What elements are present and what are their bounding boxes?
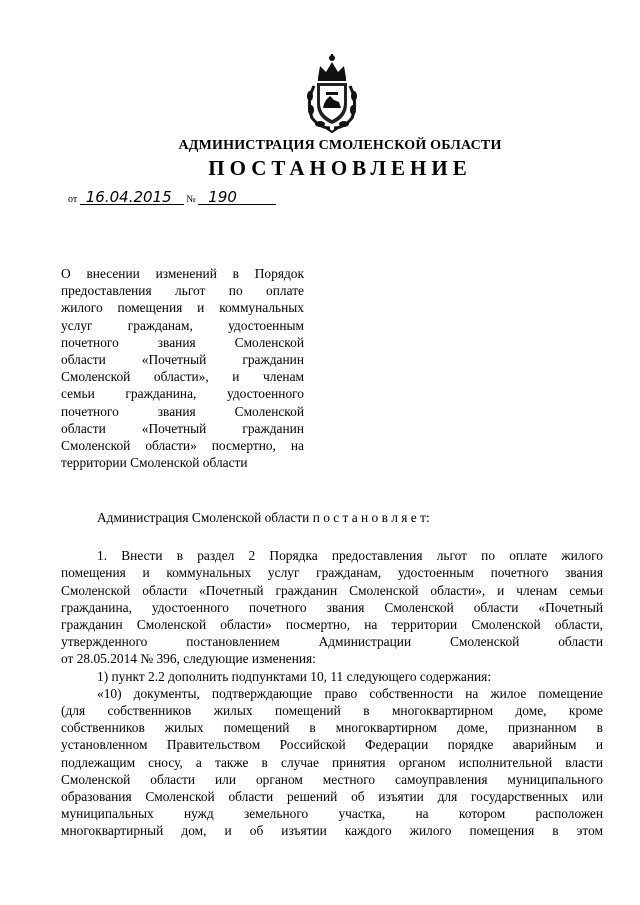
date-prefix: от [68, 194, 78, 205]
subject-line: области «Почетный гражданин [61, 420, 304, 436]
body-line: 1) пункт 2.2 дополнить подпунктами 10, 11 следующего содержания: [97, 668, 492, 684]
body-line: Смоленской области «Почетный гражданин Смоленской области», и членам семьи [61, 582, 603, 598]
organization-name: АДМИНИСТРАЦИЯ СМОЛЕНСКОЙ ОБЛАСТИ [178, 138, 502, 153]
document-number: 190 [198, 190, 276, 205]
document-body [61, 509, 603, 840]
subject-line: области «Почетный гражданин [61, 352, 304, 368]
subject-line: Смоленской области», и членам [61, 369, 304, 385]
subject-line: почетного звания Смоленской [61, 334, 304, 350]
body-line: муниципальных нужд земельного участка, на котором расположен [61, 806, 603, 822]
body-line: «10) документы, подтверждающие право собственности на жилое помещение [97, 685, 603, 701]
body-line: Смоленской области или органом местного самоуправления муниципального [61, 771, 603, 787]
body-line: собственников жилых помещений в многоквартирном доме, признанном в [61, 720, 603, 736]
body-line: помещения и коммунальных услуг гражданам, удостоенным почетного звания [61, 565, 603, 581]
body-line: 1. Внести в раздел 2 Порядка предоставления льгот по оплате жилого [97, 548, 603, 564]
body-line: утвержденного постановлением Администрации Смоленской области [61, 634, 603, 650]
subject-line: предоставления льгот по оплате [61, 283, 304, 299]
subject-line: территории Смоленской области [61, 455, 248, 471]
subject-line: О внесении изменений в Порядок [61, 266, 304, 281]
subject-line: семьи гражданина, удостоенного [61, 386, 304, 402]
subject-line: услуг гражданам, удостоенным [61, 317, 304, 333]
subject-line: жилого помещения и коммунальных [61, 300, 304, 316]
coat-of-arms-emblem [300, 52, 364, 134]
document-subject [61, 265, 304, 471]
document-type-title: ПОСТАНОВЛЕНИЕ [208, 156, 472, 180]
number-prefix: № [186, 194, 196, 205]
subject-line: Смоленской области» посмертно, на [61, 438, 304, 454]
body-line: многоквартирный дом, и об изъятии каждого жилого помещения в этом [61, 823, 603, 839]
body-line: образования Смоленской области решений об изъятии для государственных или [61, 789, 603, 805]
body-line: гражданина, удостоенного почетного звания Смоленской области «Почетный [61, 599, 603, 615]
body-line: (для собственников жилых помещений в многоквартирном доме, кроме [61, 703, 603, 719]
body-line: от 28.05.2014 № 396, следующие изменения: [61, 651, 316, 667]
body-line: подлежащим сносу, а также в случае принятия органом исполнительной власти [61, 754, 603, 770]
subject-line: почетного звания Смоленской [61, 403, 304, 419]
body-line: установленном Правительством Российской Федерации порядке аварийным и [61, 737, 603, 753]
date-number-line [68, 190, 276, 205]
document-date: 16.04.2015 [80, 190, 184, 205]
body-line: гражданин Смоленской области» посмертно, на территории Смоленской области, [61, 617, 603, 633]
preamble: Администрация Смоленской области п о с т а н о в л я е т: [97, 510, 430, 525]
